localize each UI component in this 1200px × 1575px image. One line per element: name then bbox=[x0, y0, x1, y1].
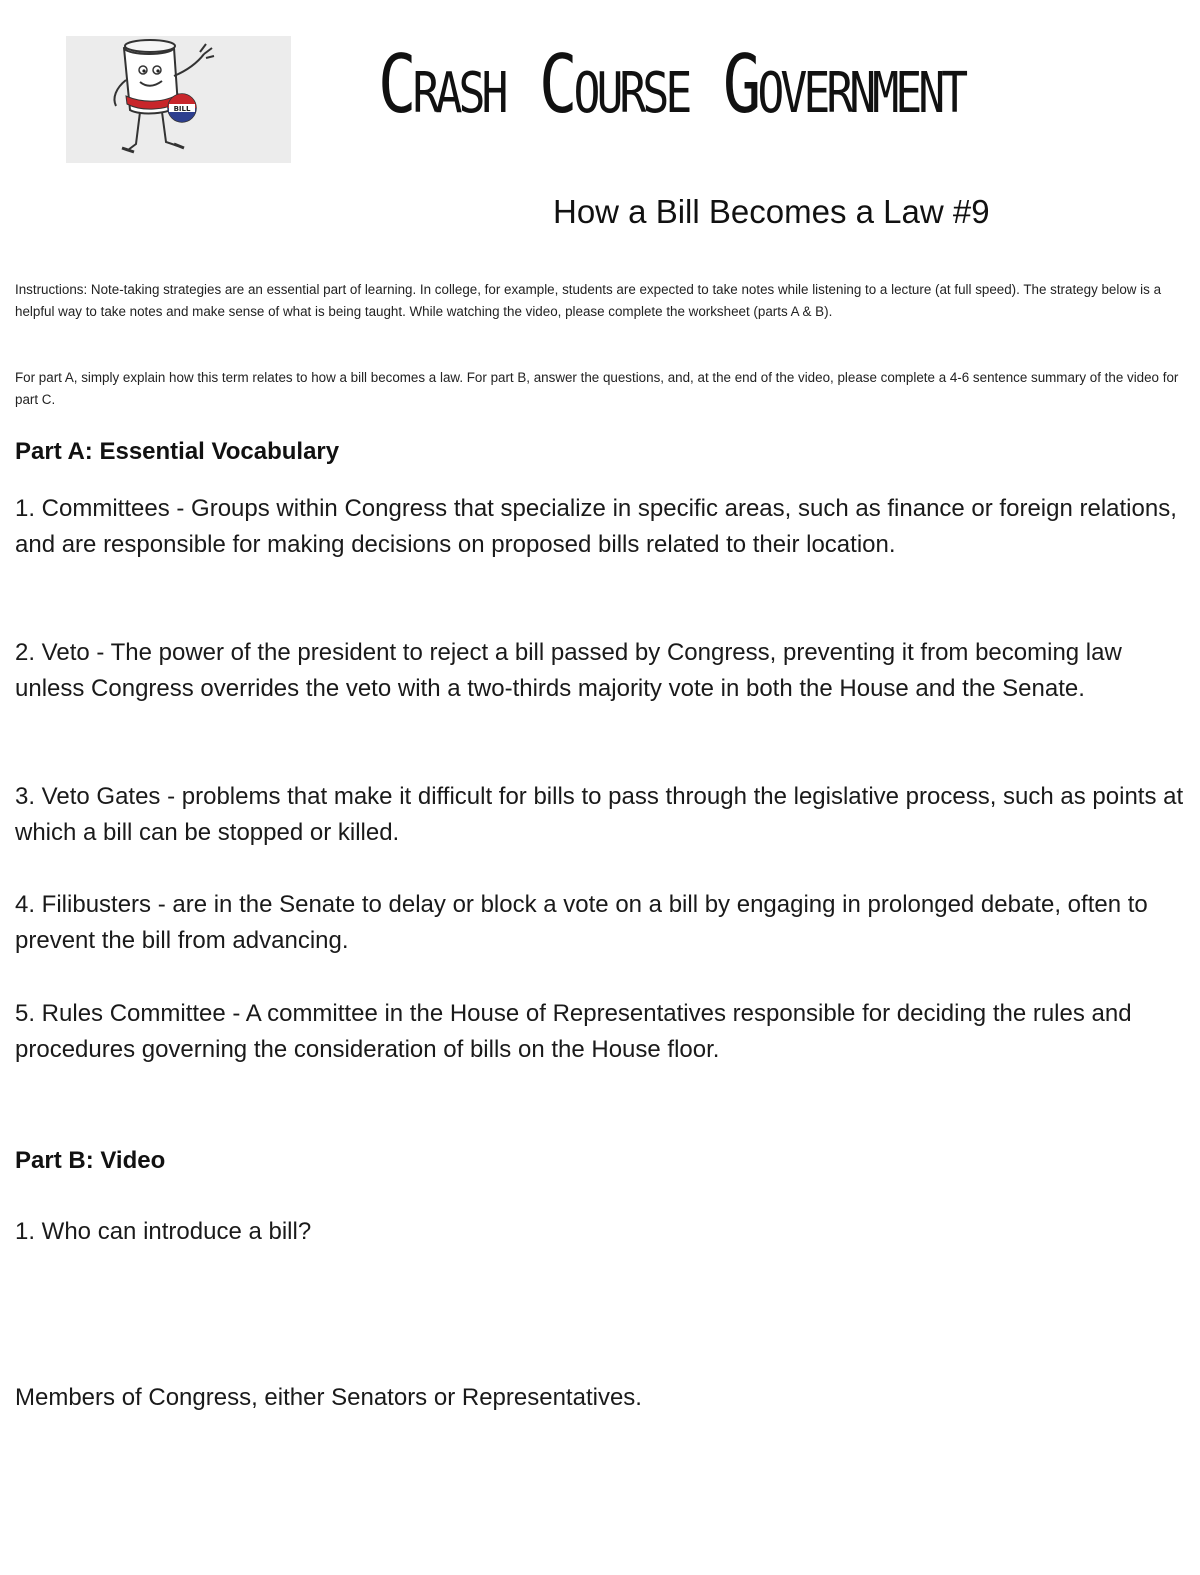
answer-1: Members of Congress, either Senators or Representatives. bbox=[15, 1384, 642, 1411]
vocab-item-veto: 2. Veto - The power of the president to reject a bill passed by Congress, preventing it from becoming law unless Congress overrides the veto with a two-thirds majority vote in both the House and the Senate. bbox=[15, 639, 1122, 702]
parts-note-text: For part A, simply explain how this term relates to how a bill becomes a law. For part B, answer the questions, and, at the end of the video, please complete a 4-6 sentence summary of the video for part C. bbox=[15, 370, 1179, 407]
part-b-heading: Part B: Video bbox=[15, 1147, 166, 1174]
bill-mascot-logo bbox=[66, 36, 291, 163]
vocab-item-rules-committee: 5. Rules Committee - A committee in the House of Representatives responsible for deciding the rules and procedures governing the consideration of bills on the House floor. bbox=[15, 1000, 1132, 1063]
vocab-item-filibusters: 4. Filibusters - are in the Senate to delay or block a vote on a bill by engaging in prolonged debate, often to prevent the bill from advancing. bbox=[15, 891, 1148, 954]
bill-mascot-icon bbox=[66, 36, 291, 163]
worksheet-subtitle: How a Bill Becomes a Law #9 bbox=[553, 193, 990, 230]
question-1: 1. Who can introduce a bill? bbox=[15, 1218, 312, 1245]
part-a-heading: Part A: Essential Vocabulary bbox=[15, 438, 340, 465]
vocab-item-committees: 1. Committees - Groups within Congress that specialize in specific areas, such as finance or foreign relations, and are responsible for making decisions on proposed bills related to their location. bbox=[15, 495, 1177, 558]
instructions-text: Instructions: Note-taking strategies are an essential part of learning. In college, for example, students are expected to take notes while listening to a lecture (at full speed). The strategy below is a helpful way to take notes and make sense of what is being taught. While watching the video, please complete the worksheet (parts A & B). bbox=[15, 282, 1162, 319]
badge-text: BILL bbox=[173, 105, 191, 113]
page-title: Crash Course Government bbox=[378, 38, 965, 131]
vocab-item-veto-gates: 3. Veto Gates - problems that make it difficult for bills to pass through the legislative process, such as points at which a bill can be stopped or killed. bbox=[15, 783, 1184, 846]
